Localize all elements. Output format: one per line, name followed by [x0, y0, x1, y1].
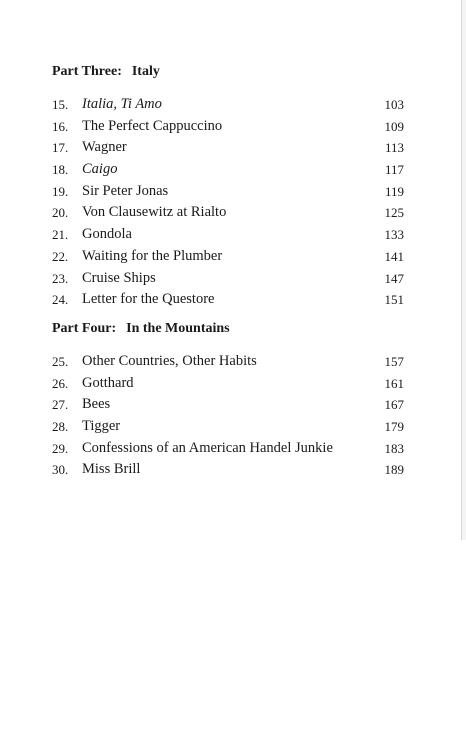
page-number: 157 [384, 353, 404, 369]
chapter-title: Wagner [82, 139, 127, 156]
toc-entry [52, 159, 404, 181]
part-label: Part Three: [52, 64, 122, 79]
toc-entry [52, 416, 404, 438]
chapter-number: 15. [52, 97, 69, 112]
chapter-number: 24. [52, 292, 69, 308]
toc-entry [52, 94, 404, 116]
toc-entry [52, 394, 404, 416]
toc-entry [52, 202, 404, 224]
chapter-number: 22. [52, 248, 69, 264]
chapter-title: Gotthard [82, 374, 134, 391]
page-number: 133 [384, 227, 404, 243]
page-edge [461, 0, 466, 540]
chapter-title: Tigger [82, 417, 121, 434]
page-number: 109 [384, 118, 404, 134]
toc-entry [52, 224, 404, 246]
page-number: 183 [384, 440, 404, 456]
chapter-title: Confessions of an American Handel Junkie [82, 439, 333, 456]
page-number: 147 [384, 270, 404, 286]
part-four-heading [52, 319, 404, 339]
page-number: 167 [384, 397, 404, 413]
chapter-title: The Perfect Cappuccino [82, 117, 223, 134]
chapter-number: 21. [52, 227, 69, 243]
page-number: 151 [384, 292, 404, 308]
page-number: 113 [384, 140, 404, 156]
page-number: 189 [384, 462, 404, 478]
chapter-number: 29. [52, 440, 69, 456]
page-number: 141 [384, 248, 404, 264]
chapter-number: 26. [52, 375, 69, 391]
toc-entry [52, 181, 404, 203]
chapter-number: 28. [52, 418, 69, 434]
page-number: 179 [384, 418, 404, 434]
chapter-number: 23. [52, 270, 69, 286]
page-number: 117 [384, 162, 404, 178]
toc-entry [52, 459, 404, 481]
toc-entry [52, 438, 404, 460]
chapter-title: Von Clausewitz at Rialto [82, 204, 227, 221]
chapter-number: 18. [52, 162, 69, 178]
page-number: 119 [384, 183, 404, 199]
toc-entry [52, 116, 404, 138]
toc-entry [52, 137, 404, 159]
toc-entry [52, 289, 404, 311]
part-label: Part Four: [52, 320, 117, 336]
chapter-title: Other Countries, Other Habits [82, 352, 257, 369]
chapter-title: Waiting for the Plumber [82, 247, 223, 264]
chapter-title: Miss Brill [82, 461, 141, 478]
chapter-number: 16. [52, 118, 69, 134]
chapter-number: 27. [52, 397, 69, 413]
part-name: Italy [131, 64, 160, 79]
part-name: In the Mountains [126, 320, 230, 336]
chapter-title: Caigo [82, 161, 118, 178]
chapter-number: 30. [52, 462, 69, 478]
chapter-title: Cruise Ships [82, 269, 156, 286]
page-number: 103 [384, 97, 404, 112]
part-three-heading [52, 62, 404, 82]
chapter-title: Gondola [82, 226, 132, 243]
chapter-title: Letter for the Questore [82, 291, 215, 308]
chapter-title: Sir Peter Jonas [82, 182, 169, 199]
chapter-number: 25. [52, 353, 69, 369]
chapter-title: Bees [82, 396, 111, 413]
toc-entry [52, 373, 404, 395]
page-number: 161 [384, 375, 404, 391]
toc-entry [52, 246, 404, 268]
chapter-number: 17. [52, 140, 69, 156]
toc-entry [52, 351, 404, 373]
toc-entry [52, 268, 404, 290]
chapter-title: Italia, Ti Amo [82, 96, 162, 112]
chapter-number: 19. [52, 183, 69, 199]
table-of-contents [52, 62, 404, 481]
chapter-number: 20. [52, 205, 69, 221]
page-number: 125 [384, 205, 404, 221]
